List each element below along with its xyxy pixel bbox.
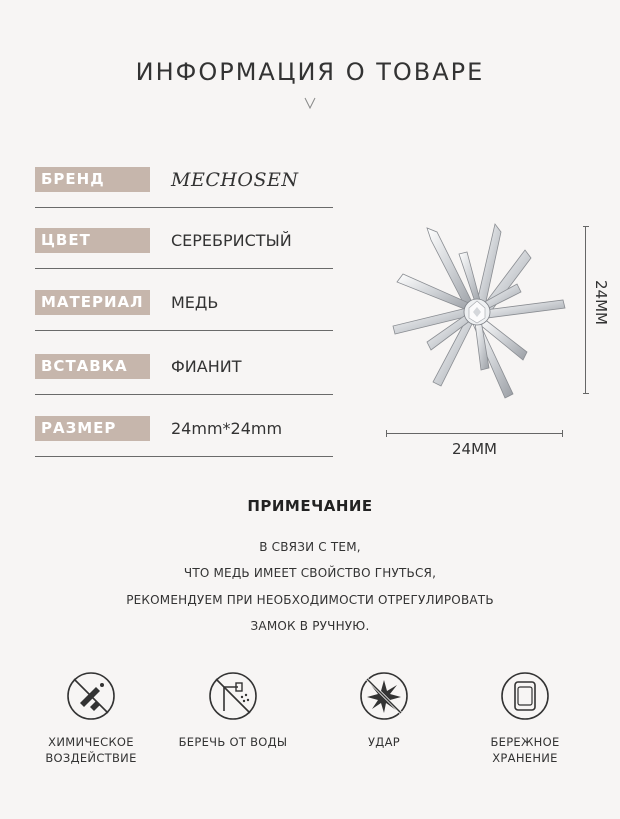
care-label-water: БЕРЕЧЬ ОТ ВОДЫ	[178, 735, 288, 749]
spec-row-insert	[35, 333, 333, 395]
spec-label: МАТЕРИАЛ	[35, 290, 150, 315]
note-line: ЧТО МЕДЬ ИМЕЕТ СВОЙСТВО ГНУТЬСЯ,	[183, 566, 437, 580]
water-icon	[208, 671, 258, 721]
spec-label: БРЕНД	[35, 167, 150, 192]
spec-row-size	[35, 395, 333, 457]
note-line: В СВЯЗИ С ТЕМ,	[259, 540, 361, 554]
impact-icon	[359, 671, 409, 721]
note-line: РЕКОМЕНДУЕМ ПРИ НЕОБХОДИМОСТИ ОТРЕГУЛИРОВАТЬ	[126, 593, 494, 607]
storage-icon	[500, 671, 550, 721]
chevron-down-icon	[302, 96, 318, 110]
note-title: ПРИМЕЧАНИЕ	[247, 497, 373, 515]
height-dimension-line	[583, 226, 589, 394]
spec-value: МЕДЬ	[171, 293, 219, 312]
spec-value: MECHOSEN	[171, 169, 299, 191]
width-dimension-label: 24MM	[452, 440, 497, 458]
spec-value: 24mm*24mm	[171, 419, 283, 438]
page-title: ИНФОРМАЦИЯ О ТОВАРЕ	[135, 58, 485, 86]
spec-label: РАЗМЕР	[35, 416, 150, 441]
spec-value: СЕРЕБРИСТЫЙ	[171, 231, 292, 250]
spec-value: ФИАНИТ	[171, 357, 242, 376]
note-line: ЗАМОК В РУЧНУЮ.	[250, 619, 370, 633]
care-label-chemical: ХИМИЧЕСКОЕ ВОЗДЕЙСТВИЕ	[45, 735, 137, 765]
spec-row-material	[35, 269, 333, 331]
care-label-impact: УДАР	[368, 735, 400, 749]
spec-row-color	[35, 207, 333, 269]
spec-label: ЦВЕТ	[35, 228, 150, 253]
width-dimension-line	[386, 430, 563, 437]
care-label-storage: БЕРЕЖНОЕ ХРАНЕНИЕ	[490, 735, 560, 765]
height-dimension-label: 24MM	[592, 280, 610, 325]
chemical-icon	[66, 671, 116, 721]
brooch-image	[380, 220, 570, 400]
spec-label: ВСТАВКА	[35, 354, 150, 379]
spec-row-brand	[35, 146, 333, 208]
